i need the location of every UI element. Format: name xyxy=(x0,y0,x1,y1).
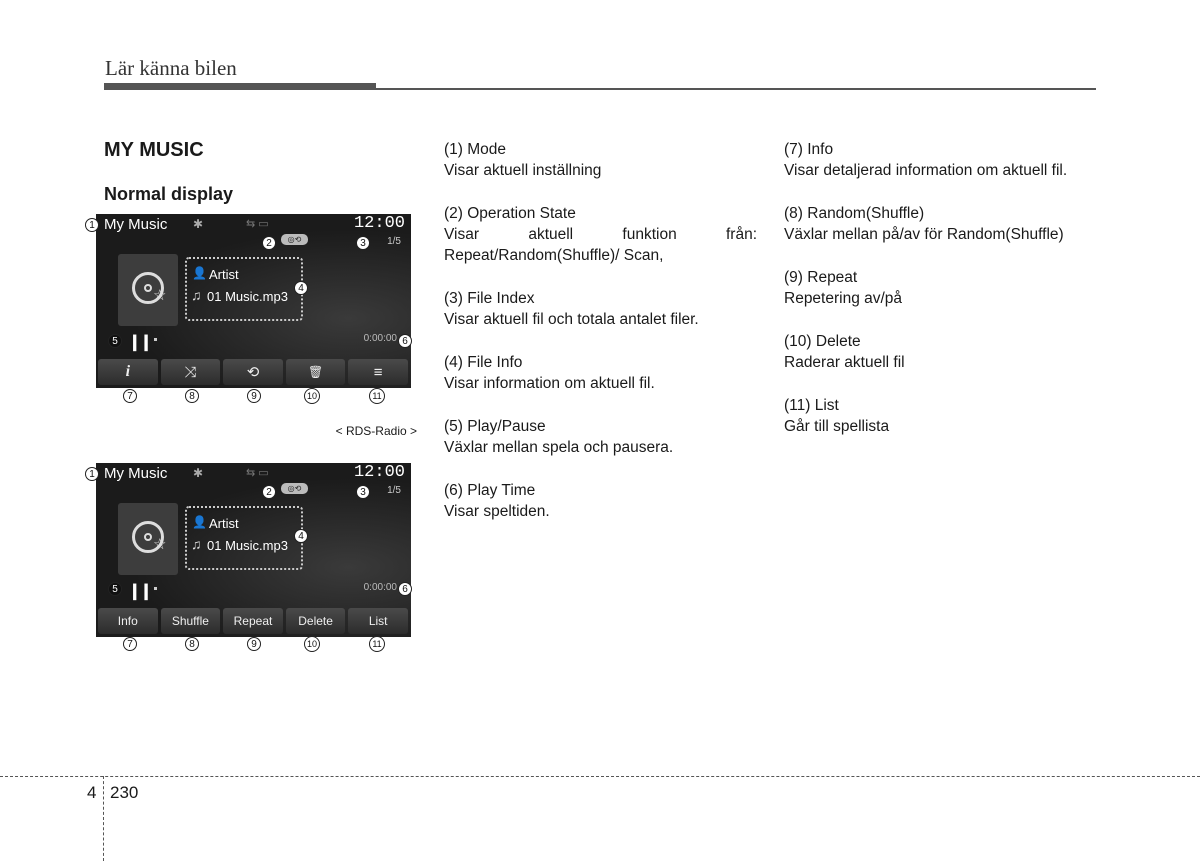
description-body: Repeat/Random(Shuffle)/ Scan, xyxy=(444,247,664,264)
callout-10: 10 xyxy=(304,636,320,652)
music-note-icon: ♫ xyxy=(191,536,202,552)
file-name: 01 Music.mp3 xyxy=(207,289,288,304)
description-head: (4) File Info xyxy=(444,354,523,371)
artist-name: Artist xyxy=(209,516,239,531)
callout-7: 7 xyxy=(123,637,137,651)
chapter-number: 4 xyxy=(87,783,97,802)
shuffle-icon: ⤨ xyxy=(184,363,197,381)
description-item xyxy=(444,480,758,522)
description-item xyxy=(444,416,758,458)
description-head: (3) File Index xyxy=(444,290,535,307)
list-button[interactable]: List xyxy=(348,608,408,634)
screen-title: My Music xyxy=(104,465,168,482)
file-name: 01 Music.mp3 xyxy=(207,538,288,553)
callout-5: 5 xyxy=(108,582,122,596)
progress-indicator xyxy=(154,338,157,341)
callout-9: 9 xyxy=(247,637,261,651)
button-bar xyxy=(98,608,408,634)
person-icon: 👤 xyxy=(192,266,207,280)
delete-button[interactable] xyxy=(286,359,346,385)
footer-divider xyxy=(0,776,1200,777)
description-item xyxy=(784,395,1114,437)
section-title: MY MUSIC xyxy=(104,139,204,161)
callout-2: 2 xyxy=(262,485,276,499)
operation-state-icon: ◎⟲ xyxy=(281,483,308,494)
callout-3: 3 xyxy=(356,485,370,499)
description-item xyxy=(784,267,1114,309)
callout-5: 5 xyxy=(108,334,122,348)
button-bar xyxy=(98,359,408,385)
description-item xyxy=(444,288,758,330)
callout-6: 6 xyxy=(398,582,412,596)
description-item xyxy=(444,203,758,266)
description-head: (8) Random(Shuffle) xyxy=(784,205,925,222)
header-rule-thick xyxy=(104,83,376,90)
usb-icon: ⇆ ▭ xyxy=(246,218,269,230)
description-head: (6) Play Time xyxy=(444,482,536,499)
info-button[interactable]: Info xyxy=(98,608,158,634)
star-icon: ☆ xyxy=(153,536,167,553)
callout-6: 6 xyxy=(398,334,412,348)
repeat-icon: ⟲ xyxy=(246,364,260,381)
description-item xyxy=(784,203,1114,245)
file-index: 1/5 xyxy=(387,485,401,496)
shuffle-button[interactable]: Shuffle xyxy=(161,608,221,634)
description-item xyxy=(784,331,1114,373)
list-button[interactable] xyxy=(348,359,408,385)
description-body: Repetering av/på xyxy=(784,290,903,307)
description-head: (11) List xyxy=(784,397,839,414)
callout-8: 8 xyxy=(185,389,199,403)
callout-11: 11 xyxy=(369,388,385,404)
description-item xyxy=(444,352,758,394)
section-subtitle: Normal display xyxy=(104,184,234,204)
screen-title: My Music xyxy=(104,216,168,233)
footer-vertical-divider xyxy=(103,776,104,861)
header-title: Lär känna bilen xyxy=(105,56,237,80)
description-column-2 xyxy=(784,139,1114,459)
callout-1: 1 xyxy=(85,467,99,481)
pause-button[interactable]: ❙❙ xyxy=(128,583,151,600)
callout-2: 2 xyxy=(262,236,276,250)
delete-icon: 🗑 xyxy=(307,365,324,379)
play-time: 0:00:00 xyxy=(363,582,397,593)
callout-4: 4 xyxy=(294,529,308,543)
repeat-button[interactable]: Repeat xyxy=(223,608,283,634)
description-head: (7) Info xyxy=(784,141,834,158)
callout-3: 3 xyxy=(356,236,370,250)
file-index: 1/5 xyxy=(387,236,401,247)
description-item xyxy=(444,139,758,181)
description-head: (1) Mode xyxy=(444,141,507,158)
callout-1: 1 xyxy=(85,218,99,232)
caption: < RDS-Radio > xyxy=(335,424,417,438)
file-info-box xyxy=(185,506,303,570)
operation-state-icon: ◎⟲ xyxy=(281,234,308,245)
description-body: Visar aktuell fil och totala antalet filer. xyxy=(444,311,699,328)
pause-button[interactable]: ❙❙ xyxy=(128,334,151,351)
list-icon: ≡ xyxy=(373,363,383,381)
description-body: Visar aktuell funktion från: xyxy=(444,226,757,243)
description-body: Visar aktuell inställning xyxy=(444,162,602,179)
delete-button[interactable]: Delete xyxy=(286,608,346,634)
description-head: (2) Operation State xyxy=(444,205,576,222)
repeat-button[interactable] xyxy=(223,359,283,385)
callout-10: 10 xyxy=(304,388,320,404)
description-item xyxy=(784,139,1114,181)
music-note-icon: ♫ xyxy=(191,287,202,303)
info-icon: i xyxy=(125,363,131,380)
artist-name: Artist xyxy=(209,267,239,282)
callout-11: 11 xyxy=(369,636,385,652)
bluetooth-icon: ✱ xyxy=(193,217,204,231)
callout-7: 7 xyxy=(123,389,137,403)
callout-8: 8 xyxy=(185,637,199,651)
bluetooth-icon: ✱ xyxy=(193,466,204,480)
album-art xyxy=(118,503,178,575)
progress-indicator xyxy=(154,587,157,590)
description-body: Visar detaljerad information om aktuell fil. xyxy=(784,162,1068,179)
page-number: 230 xyxy=(110,783,139,802)
play-time: 0:00:00 xyxy=(363,333,397,344)
callout-4: 4 xyxy=(294,281,308,295)
usb-icon: ⇆ ▭ xyxy=(246,467,269,479)
description-body: Visar information om aktuell fil. xyxy=(444,375,655,392)
album-art xyxy=(118,254,178,326)
description-body: Visar speltiden. xyxy=(444,503,550,520)
screen-clock: 12:00 xyxy=(353,214,405,233)
file-info-box xyxy=(185,257,303,321)
description-head: (5) Play/Pause xyxy=(444,418,546,435)
person-icon: 👤 xyxy=(192,515,207,529)
description-head: (9) Repeat xyxy=(784,269,858,286)
header-rule-thin xyxy=(376,88,1096,90)
info-button[interactable] xyxy=(98,359,158,385)
screen-clock: 12:00 xyxy=(353,463,405,482)
description-body: Går till spellista xyxy=(784,418,890,435)
callout-9: 9 xyxy=(247,389,261,403)
description-body: Raderar aktuell fil xyxy=(784,354,905,371)
description-column-1 xyxy=(444,139,758,544)
star-icon: ☆ xyxy=(153,287,167,304)
description-body: Växlar mellan på/av för Random(Shuffle) xyxy=(784,226,1064,243)
description-body: Växlar mellan spela och pausera. xyxy=(444,439,674,456)
shuffle-button[interactable] xyxy=(161,359,221,385)
description-head: (10) Delete xyxy=(784,333,861,350)
